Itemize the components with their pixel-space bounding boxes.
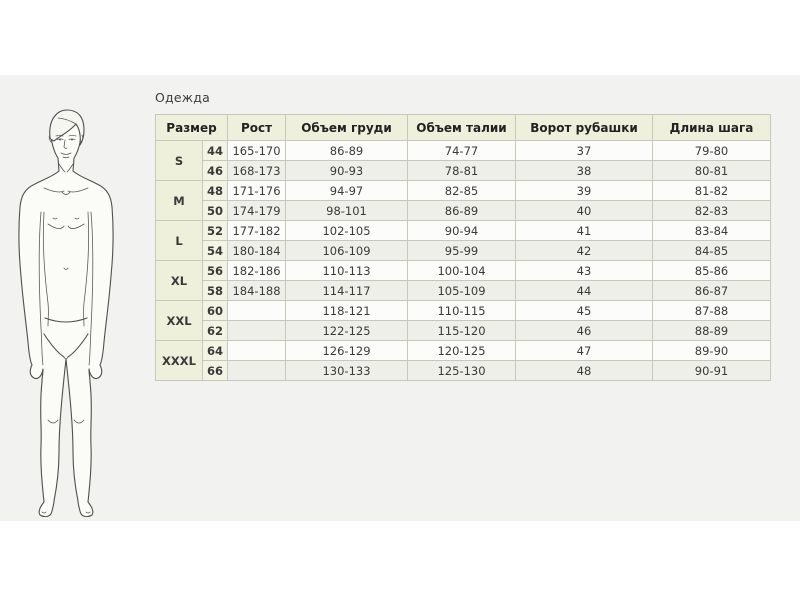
cell-waist: 82-85 [408, 181, 516, 201]
cell-waist: 90-94 [408, 221, 516, 241]
cell-step: 86-87 [653, 281, 771, 301]
table-row [156, 141, 771, 161]
male-body-outline-svg [8, 107, 124, 517]
size-number-cell: 54 [203, 241, 228, 261]
cell-height: 177-182 [228, 221, 286, 241]
table-row [156, 181, 771, 201]
cell-chest: 98-101 [286, 201, 408, 221]
cell-step: 87-88 [653, 301, 771, 321]
cell-step: 82-83 [653, 201, 771, 221]
cell-height: 182-186 [228, 261, 286, 281]
cell-chest: 86-89 [286, 141, 408, 161]
content-band [0, 75, 800, 521]
cell-chest: 106-109 [286, 241, 408, 261]
table-row [156, 281, 771, 301]
size-number-cell: 56 [203, 261, 228, 281]
size-number-cell: 46 [203, 161, 228, 181]
cell-collar: 38 [516, 161, 653, 181]
cell-collar: 46 [516, 321, 653, 341]
cell-waist: 78-81 [408, 161, 516, 181]
cell-step: 81-82 [653, 181, 771, 201]
cell-height: 184-188 [228, 281, 286, 301]
table-row [156, 321, 771, 341]
size-number-cell: 44 [203, 141, 228, 161]
cell-waist: 125-130 [408, 361, 516, 381]
cell-collar: 43 [516, 261, 653, 281]
cell-height: 171-176 [228, 181, 286, 201]
cell-step: 89-90 [653, 341, 771, 361]
cell-step: 83-84 [653, 221, 771, 241]
cell-chest: 110-113 [286, 261, 408, 281]
size-number-cell: 60 [203, 301, 228, 321]
size-group-cell: M [156, 181, 203, 221]
cell-waist: 95-99 [408, 241, 516, 261]
cell-height [228, 301, 286, 321]
cell-waist: 120-125 [408, 341, 516, 361]
cell-height: 165-170 [228, 141, 286, 161]
cell-step: 85-86 [653, 261, 771, 281]
cell-chest: 102-105 [286, 221, 408, 241]
cell-chest: 94-97 [286, 181, 408, 201]
cell-collar: 40 [516, 201, 653, 221]
cell-step: 79-80 [653, 141, 771, 161]
size-group-cell: XL [156, 261, 203, 301]
cell-collar: 39 [516, 181, 653, 201]
cell-waist: 105-109 [408, 281, 516, 301]
cell-step: 90-91 [653, 361, 771, 381]
column-header-4: Объем талии [408, 115, 516, 141]
size-number-cell: 50 [203, 201, 228, 221]
cell-height [228, 361, 286, 381]
cell-collar: 47 [516, 341, 653, 361]
cell-collar: 44 [516, 281, 653, 301]
cell-height: 168-173 [228, 161, 286, 181]
size-number-cell: 52 [203, 221, 228, 241]
size-table [155, 114, 771, 381]
table-row [156, 361, 771, 381]
cell-waist: 115-120 [408, 321, 516, 341]
cell-step: 88-89 [653, 321, 771, 341]
cell-waist: 100-104 [408, 261, 516, 281]
cell-collar: 42 [516, 241, 653, 261]
cell-waist: 110-115 [408, 301, 516, 321]
size-number-cell: 64 [203, 341, 228, 361]
cell-step: 80-81 [653, 161, 771, 181]
cell-collar: 37 [516, 141, 653, 161]
column-header-5: Ворот рубашки [516, 115, 653, 141]
table-row [156, 241, 771, 261]
table-row [156, 201, 771, 221]
cell-collar: 41 [516, 221, 653, 241]
table-row [156, 341, 771, 361]
cell-step: 84-85 [653, 241, 771, 261]
column-header-2: Рост [228, 115, 286, 141]
cell-height: 180-184 [228, 241, 286, 261]
size-group-cell: XXL [156, 301, 203, 341]
cell-collar: 48 [516, 361, 653, 381]
cell-height [228, 321, 286, 341]
size-number-cell: 62 [203, 321, 228, 341]
column-header-6: Длина шага [653, 115, 771, 141]
size-group-cell: S [156, 141, 203, 181]
size-number-cell: 48 [203, 181, 228, 201]
column-header-1: Размер [156, 115, 228, 141]
cell-waist: 74-77 [408, 141, 516, 161]
cell-chest: 90-93 [286, 161, 408, 181]
cell-waist: 86-89 [408, 201, 516, 221]
cell-collar: 45 [516, 301, 653, 321]
cell-height [228, 341, 286, 361]
size-group-cell: L [156, 221, 203, 261]
cell-chest: 126-129 [286, 341, 408, 361]
size-number-cell: 58 [203, 281, 228, 301]
size-table-header [156, 115, 771, 141]
cell-chest: 130-133 [286, 361, 408, 381]
table-row [156, 261, 771, 281]
column-header-3: Объем груди [286, 115, 408, 141]
size-number-cell: 66 [203, 361, 228, 381]
table-row [156, 161, 771, 181]
cell-chest: 118-121 [286, 301, 408, 321]
male-figure-illustration [8, 107, 124, 517]
cell-chest: 122-125 [286, 321, 408, 341]
table-row [156, 221, 771, 241]
cell-height: 174-179 [228, 201, 286, 221]
cell-chest: 114-117 [286, 281, 408, 301]
table-row [156, 301, 771, 321]
size-group-cell: XXXL [156, 341, 203, 381]
section-title: Одежда [155, 90, 210, 105]
